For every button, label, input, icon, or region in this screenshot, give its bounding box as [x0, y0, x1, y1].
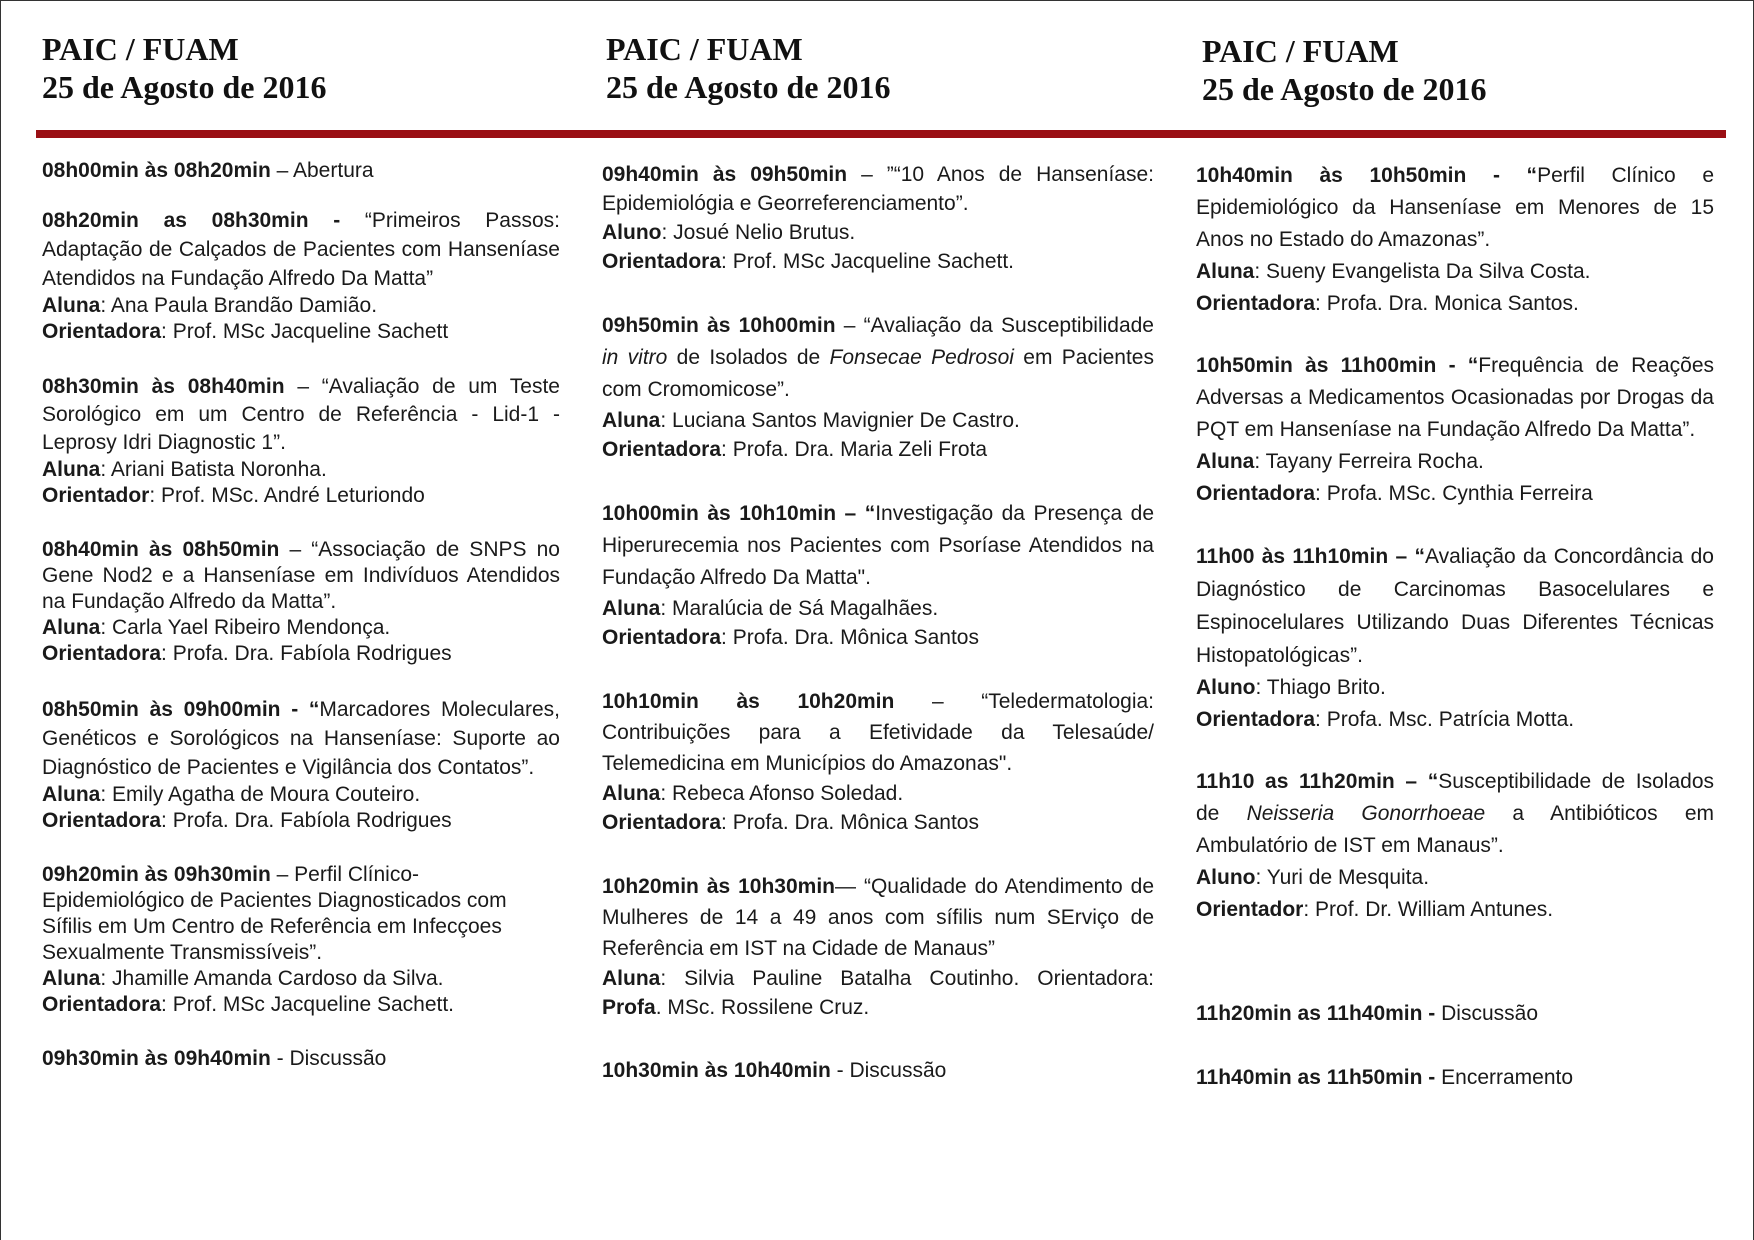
student-name: : Sueny Evangelista Da Silva Costa. — [1254, 260, 1591, 283]
advisor-name: : Profa. Dra. Fabíola Rodrigues — [161, 642, 452, 665]
header-left — [42, 30, 326, 106]
advisor-name: : Profa. MSc. Cynthia Ferreira — [1315, 482, 1593, 505]
student-name: : Jhamille Amanda Cardoso da Silva. — [100, 967, 444, 990]
student-name: : Rebeca Afonso Soledad. — [660, 782, 904, 805]
item-text: - Discussão — [270, 1047, 387, 1070]
time-slot: 09h50min às 10h00min — [602, 314, 836, 337]
item-text: Abertura — [293, 159, 374, 182]
schedule-item — [1196, 766, 1714, 926]
student-label: Aluna — [1196, 450, 1255, 473]
advisor-name: : Profa. Msc. Patrícia Motta. — [1315, 708, 1575, 731]
talk-title: Avaliação da Concordância do Diagnóstico de Carcinomas Basocelulares e Espinocelulares Utilizando Duas Diferentes Técnicas Histopatológicas”. — [1196, 545, 1714, 667]
student-label: Aluna — [42, 967, 101, 990]
talk-title: – “Associação de SNPS no Gene Nod2 e a Hanseníase em Indivíduos Atendidos na Fundação Alfredo da Matta”. — [42, 538, 560, 613]
item-text: Encerramento — [1435, 1066, 1574, 1089]
time-slot: 08h40min às 08h50min — [42, 538, 280, 561]
advisor-label: Orientadora — [42, 642, 162, 665]
header-divider — [36, 130, 1726, 138]
student-label: Aluna — [602, 782, 661, 805]
student-name: : Tayany Ferreira Rocha. — [1254, 450, 1484, 473]
advisor-name: : Profa. Dra. Fabíola Rodrigues — [161, 809, 452, 832]
item-text: - Discussão — [830, 1059, 947, 1082]
time-slot: 10h20min às 10h30min — [602, 875, 836, 898]
schedule-item — [42, 537, 560, 667]
student-label: Aluno — [1196, 866, 1256, 889]
header-org: PAIC / FUAM — [42, 31, 239, 67]
time-slot: 10h10min às 10h20min — [602, 690, 895, 713]
student-name: : Ariani Batista Noronha. — [100, 458, 327, 481]
advisor-label: Orientadora — [42, 993, 162, 1016]
schedule-item — [1196, 160, 1714, 320]
schedule-item-discussao — [1196, 998, 1714, 1030]
advisor-name: : Profa. Dra. Mônica Santos — [721, 811, 979, 834]
advisor-label: Orientador — [42, 484, 150, 507]
schedule-item-encerramento — [1196, 1062, 1714, 1094]
schedule-item — [1196, 350, 1714, 510]
student-label: Aluna — [42, 458, 101, 481]
talk-title: Frequência de Reações Adversas a Medicamentos Ocasionadas por Drogas da PQT em Hanseníase na Fundação Alfredo Da Matta”. — [1196, 354, 1714, 441]
schedule-item — [42, 373, 560, 509]
student-name: : Luciana Santos Mavignier De Castro. — [660, 409, 1020, 432]
schedule-item — [602, 310, 1154, 464]
time-slot: 10h30min às 10h40min — [602, 1059, 831, 1082]
advisor-name: : Profa. Dra. Mônica Santos — [721, 626, 979, 649]
talk-title: em Pacientes com Cromomicose”. — [602, 346, 1154, 401]
student-label: Aluna — [42, 616, 101, 639]
schedule-item-abertura — [42, 158, 560, 184]
time-slot: 11h00 às 11h10min – “ — [1196, 545, 1425, 568]
advisor-name: : Prof. Dr. William Antunes. — [1303, 898, 1554, 921]
time-slot: 09h30min às 09h40min — [42, 1047, 271, 1070]
student-label: Aluna — [602, 597, 661, 620]
student-name: : Maralúcia de Sá Magalhães. — [660, 597, 939, 620]
student-label: Aluna — [42, 783, 101, 806]
time-slot: 10h00min às 10h10min – “ — [602, 502, 876, 525]
header-org: PAIC / FUAM — [1202, 33, 1399, 69]
talk-title: – “Avaliação de um Teste Sorológico em um Centro de Referência - Lid-1 - Leprosy Idri Diagnostic 1”. — [42, 375, 560, 454]
advisor-label: Profa — [602, 996, 656, 1019]
time-slot: 08h30min às 08h40min — [42, 375, 285, 398]
talk-title: – Perfil Clínico-Epidemiológico de Pacientes Diagnosticados com Sífilis em Um Centro de Referência em Infecçoes Sexualmente Transmissíveis”. — [42, 863, 507, 964]
schedule-item — [1196, 540, 1714, 736]
time-slot: 09h20min às 09h30min — [42, 863, 271, 886]
talk-title: – “Avaliação da Susceptibilidade — [835, 314, 1154, 337]
advisor-label: Orientadora — [602, 811, 722, 834]
talk-title: – “Teledermatologia: Contribuições para a Efetividade da Telesaúde/ Telemedicina em Municípios do Amazonas". — [602, 690, 1154, 775]
talk-title-italic: in vitro — [602, 346, 668, 369]
talk-title-italic: Fonsecae Pedrosoi — [829, 346, 1014, 369]
header-right — [1202, 32, 1486, 108]
time-slot: 11h40min as 11h50min - — [1196, 1066, 1436, 1089]
student-label: Aluno — [1196, 676, 1256, 699]
student-name: : Yuri de Mesquita. — [1255, 866, 1430, 889]
talk-title: Perfil Clínico e Epidemiológico da Hanseníase em Menores de 15 Anos no Estado do Amazonas”. — [1196, 164, 1714, 251]
student-name: : Ana Paula Brandão Damião. — [100, 294, 378, 317]
header-date: 25 de Agosto de 2016 — [42, 69, 327, 105]
advisor-label: Orientadora — [1196, 292, 1316, 315]
student-label: Aluna — [42, 294, 101, 317]
schedule-item — [42, 862, 560, 1018]
header-center — [606, 30, 890, 106]
advisor-label: Orientadora — [42, 320, 162, 343]
advisor-name: : Prof. MSc. André Leturiondo — [149, 484, 425, 507]
talk-title: Marcadores Moleculares, Genéticos e Sorológicos na Hanseníase: Suporte ao Diagnóstico de Pacientes e Vigilância dos Contatos”. — [42, 698, 560, 779]
advisor-label: Orientadora — [42, 809, 162, 832]
time-slot: 10h50min às 11h00min - “ — [1196, 354, 1479, 377]
talk-title-italic: Neisseria Gonorrhoeae — [1246, 802, 1486, 825]
student-name: : Emily Agatha de Moura Couteiro. — [100, 783, 421, 806]
advisor-label: Orientadora — [602, 626, 722, 649]
talk-title: “Primeiros Passos: Adaptação de Calçados de Pacientes com Hanseníase Atendidos na Fundação Alfredo Da Matta” — [42, 209, 560, 290]
schedule-column-1 — [42, 158, 560, 1100]
separator: – — [270, 159, 293, 182]
item-text: Discussão — [1435, 1002, 1538, 1025]
schedule-item-discussao — [602, 1056, 1154, 1085]
advisor-name: : Profa. Dra. Monica Santos. — [1315, 292, 1579, 315]
advisor-name: . MSc. Rossilene Cruz. — [655, 996, 870, 1019]
advisor-label: Orientadora — [602, 250, 722, 273]
schedule-item — [602, 871, 1154, 1022]
student-label: Aluna — [1196, 260, 1255, 283]
time-slot: 08h20min as 08h30min - — [42, 209, 341, 232]
student-label: Aluna — [602, 967, 661, 990]
advisor-label: Orientador — [1196, 898, 1304, 921]
student-name: : Josué Nelio Brutus. — [661, 221, 856, 244]
talk-title: de Isolados de — [667, 346, 830, 369]
student-name: : Silvia Pauline Batalha Coutinho. Orientadora: — [660, 967, 1154, 990]
time-slot: 11h20min as 11h40min - — [1196, 1002, 1436, 1025]
advisor-name: : Profa. Dra. Maria Zeli Frota — [721, 438, 988, 461]
schedule-column-3 — [1196, 160, 1714, 1122]
talk-title: Investigação da Presença de Hiperurecemia nos Pacientes com Psoríase Atendidos na Fundação Alfredo Da Matta". — [602, 502, 1154, 589]
schedule-item — [602, 686, 1154, 837]
talk-title: Susceptibilidade de Isolados de — [1196, 770, 1714, 825]
schedule-item — [602, 498, 1154, 652]
advisor-name: : Prof. MSc Jacqueline Sachett — [161, 320, 449, 343]
time-slot: 11h10 as 11h20min – “ — [1196, 770, 1439, 793]
student-label: Aluno — [602, 221, 662, 244]
talk-title: — “Qualidade do Atendimento de Mulheres de 14 a 49 anos com sífilis num SErviço de Referência em IST na Cidade de Manaus” — [602, 875, 1154, 960]
schedule-item-discussao — [42, 1046, 560, 1072]
advisor-name: : Prof. MSc Jacqueline Sachett. — [161, 993, 455, 1016]
time-slot: 10h40min às 10h50min - “ — [1196, 164, 1538, 187]
advisor-name: : Prof. MSc Jacqueline Sachett. — [721, 250, 1015, 273]
schedule-item — [602, 160, 1154, 276]
advisor-label: Orientadora — [1196, 708, 1316, 731]
schedule-column-2 — [602, 160, 1154, 1113]
header-date: 25 de Agosto de 2016 — [1202, 71, 1487, 107]
header-date: 25 de Agosto de 2016 — [606, 69, 891, 105]
student-label: Aluna — [602, 409, 661, 432]
header-org: PAIC / FUAM — [606, 31, 803, 67]
talk-title: a Antibióticos em Ambulatório de IST em Manaus”. — [1196, 802, 1714, 857]
student-name: : Carla Yael Ribeiro Mendonça. — [100, 616, 391, 639]
talk-title: – ”“10 Anos de Hanseníase: Epidemiológia e Georreferenciamento”. — [602, 163, 1155, 215]
schedule-item — [42, 206, 560, 345]
student-name: : Thiago Brito. — [1255, 676, 1386, 699]
schedule-item — [42, 695, 560, 834]
time-slot: 08h00min às 08h20min — [42, 159, 271, 182]
advisor-label: Orientadora — [602, 438, 722, 461]
time-slot: 08h50min às 09h00min - “ — [42, 698, 320, 721]
time-slot: 09h40min às 09h50min — [602, 163, 848, 186]
advisor-label: Orientadora — [1196, 482, 1316, 505]
